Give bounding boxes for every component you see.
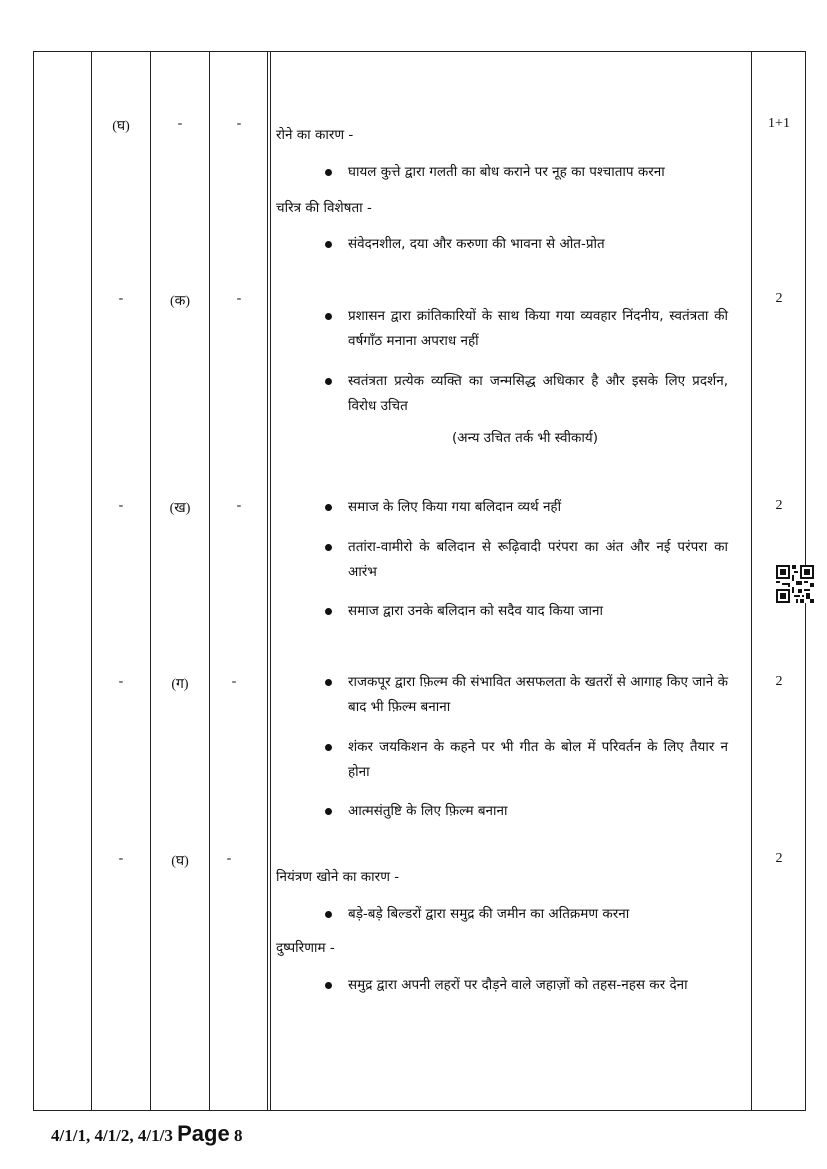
column-divider: [150, 51, 151, 1111]
page-label: Page: [177, 1121, 230, 1146]
bullet-icon: [325, 313, 332, 320]
section-heading: नियंत्रण खोने का कारण -: [276, 869, 400, 885]
q-label: (क): [169, 294, 191, 309]
bullet-icon: [325, 378, 332, 385]
answer-point: स्वतंत्रता प्रत्येक व्यक्ति का जन्मसिद्ध अधिकार है और इसके लिए प्रदर्शन, विरोध उचित: [322, 369, 728, 419]
marks-value: 2: [775, 674, 783, 689]
q-label: (ख): [169, 501, 191, 516]
q-label: -: [118, 851, 124, 866]
note-text: (अन्य उचित तर्क भी स्वीकार्य): [452, 430, 598, 446]
page-number: 8: [233, 1126, 243, 1145]
column-divider: [267, 51, 268, 1111]
marks-value: 2: [775, 291, 783, 306]
q-label: -: [226, 851, 232, 866]
q-label: -: [177, 116, 183, 131]
bullet-icon: [325, 169, 332, 176]
answer-point: समुद्र द्वारा अपनी लहरों पर दौड़ने वाले जहाज़ों को तहस-नहस कर देना: [322, 973, 728, 998]
q-label: (घ): [171, 854, 189, 869]
bullet-icon: [325, 982, 332, 989]
q-label: -: [231, 674, 237, 689]
answer-point: घायल कुत्ते द्वारा गलती का बोध कराने पर नूह का पश्चाताप करना: [322, 160, 728, 185]
marks-value: 2: [775, 498, 783, 513]
section-heading: चरित्र की विशेषता -: [276, 200, 372, 216]
answer-point: ततांरा-वामीरो के बलिदान से रूढ़िवादी परंपरा का अंत और नई परंपरा का आरंभ: [322, 535, 728, 585]
answer-point: आत्मसंतुष्टि के लिए फ़िल्म बनाना: [322, 799, 728, 824]
bullet-icon: [325, 744, 332, 751]
answer-point: प्रशासन द्वारा क्रांतिकारियों के साथ किया गया व्यवहार निंदनीय, स्वतंत्रता की वर्षगाँठ मनाना अपराध नहीं: [322, 304, 728, 354]
column-divider: [91, 51, 92, 1111]
q-label: -: [236, 116, 242, 131]
answer-point: शंकर जयकिशन के कहने पर भी गीत के बोल में परिवर्तन के लिए तैयार न होना: [322, 735, 728, 785]
q-label: (घ): [112, 119, 130, 134]
column-divider: [209, 51, 210, 1111]
marks-value: 1+1: [768, 116, 790, 131]
column-divider: [270, 51, 271, 1111]
page-footer: [51, 1121, 242, 1147]
qr-code-icon: [776, 565, 814, 603]
bullet-icon: [325, 808, 332, 815]
q-label: -: [118, 498, 124, 513]
q-label: -: [236, 498, 242, 513]
section-heading: रोने का कारण -: [276, 127, 354, 143]
bullet-icon: [325, 911, 332, 918]
answer-point: बड़े-बड़े बिल्डरों द्वारा समुद्र की जमीन का अतिक्रमण करना: [322, 902, 728, 927]
q-label: -: [118, 291, 124, 306]
answer-point: राजकपूर द्वारा फ़िल्म की संभावित असफलता के खतरों से आगाह किए जाने के बाद भी फ़िल्म बनाना: [322, 670, 728, 720]
bullet-icon: [325, 241, 332, 248]
bullet-icon: [325, 679, 332, 686]
q-label: -: [118, 674, 124, 689]
bullet-icon: [325, 504, 332, 511]
marks-value: 2: [775, 851, 783, 866]
bullet-icon: [325, 544, 332, 551]
q-label: (ग): [171, 677, 189, 692]
answer-point: समाज द्वारा उनके बलिदान को सदैव याद किया जाना: [322, 599, 728, 624]
answer-point: समाज के लिए किया गया बलिदान व्यर्थ नहीं: [322, 495, 728, 520]
answer-point: संवेदनशील, दया और करुणा की भावना से ओत-प्रोत: [322, 232, 728, 257]
bullet-icon: [325, 608, 332, 615]
column-divider: [751, 51, 752, 1111]
section-heading: दुष्परिणाम -: [276, 940, 335, 956]
exam-code: 4/1/1, 4/1/2, 4/1/3: [51, 1126, 173, 1145]
q-label: -: [236, 291, 242, 306]
